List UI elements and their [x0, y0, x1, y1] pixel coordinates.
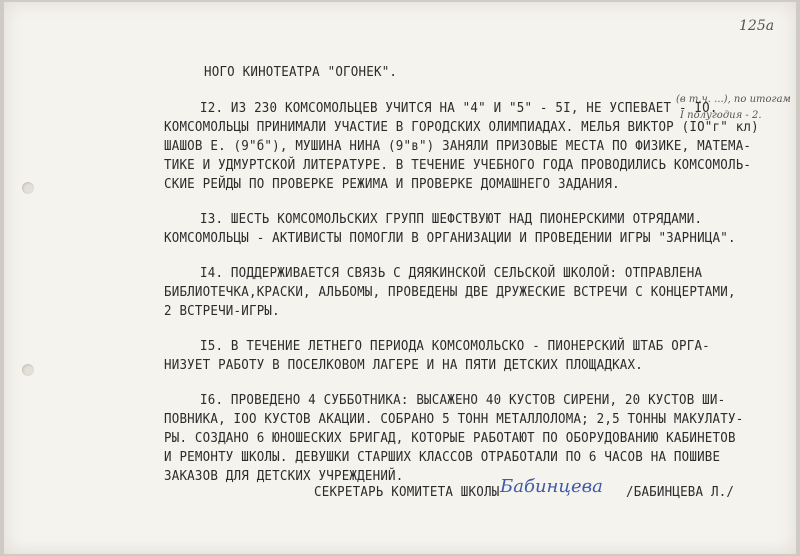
handwritten-annotation: I полугодия - 2. — [680, 110, 762, 121]
punch-hole — [22, 364, 34, 376]
text-line: ЗАКАЗОВ ДЛЯ ДЕТСКИХ УЧРЕЖДЕНИЙ. — [164, 467, 404, 484]
signature-name: /БАБИНЦЕВА Л./ — [626, 483, 735, 500]
document-page — [4, 2, 796, 554]
text-line: И РЕМОНТУ ШКОЛЫ. ДЕВУШКИ СТАРШИХ КЛАССОВ ОТРАБОТАЛИ ПО 6 ЧАСОВ НА ПОШИВЕ — [164, 448, 721, 465]
text-line: I6. ПРОВЕДЕНО 4 СУББОТНИКА: ВЫСАЖЕНО 40 КУСТОВ СИРЕНИ, 20 КУСТОВ ШИ- — [200, 391, 726, 408]
handwritten-annotation: (в т.ч. ...), по итогам — [676, 94, 791, 105]
text-line: I5. В ТЕЧЕНИЕ ЛЕТНЕГО ПЕРИОДА КОМСОМОЛЬСКО - ПИОНЕРСКИЙ ШТАБ ОРГА- — [200, 337, 710, 354]
punch-hole — [22, 182, 34, 194]
text-line: ПОВНИКА, IOO КУСТОВ АКАЦИИ. СОБРАНО 5 ТОНН МЕТАЛЛОЛОМА; 2,5 ТОННЫ МАКУЛАТУ- — [164, 410, 744, 427]
text-line: ТИКЕ И УДМУРТСКОЙ ЛИТЕРАТУРЕ. В ТЕЧЕНИЕ УЧЕБНОГО ГОДА ПРОВОДИЛИСЬ КОМСОМОЛЬ- — [164, 156, 752, 173]
signature-title: СЕКРЕТАРЬ КОМИТЕТА ШКОЛЫ — [314, 483, 500, 500]
text-line: РЫ. СОЗДАНО 6 ЮНОШЕСКИХ БРИГАД, КОТОРЫЕ РАБОТАЮТ ПО ОБОРУДОВАНИЮ КАБИНЕТОВ — [164, 429, 736, 446]
text-line: ШАШОВ Е. (9"б"), МУШИНА НИНА (9"в") ЗАНЯЛИ ПРИЗОВЫЕ МЕСТА ПО ФИЗИКЕ, МАТЕМА- — [164, 137, 752, 154]
text-line: I4. ПОДДЕРЖИВАЕТСЯ СВЯЗЬ С ДЯЯКИНСКОЙ СЕЛЬСКОЙ ШКОЛОЙ: ОТПРАВЛЕНА — [200, 264, 703, 281]
text-line: I3. ШЕСТЬ КОМСОМОЛЬСКИХ ГРУПП ШЕФСТВУЮТ НАД ПИОНЕРСКИМИ ОТРЯДАМИ. — [200, 210, 703, 227]
text-line: НИЗУЕТ РАБОТУ В ПОСЕЛКОВОМ ЛАГЕРЕ И НА ПЯТИ ДЕТСКИХ ПЛОЩАДКАХ. — [164, 356, 643, 373]
text-line: СКИЕ РЕЙДЫ ПО ПРОВЕРКЕ РЕЖИМА И ПРОВЕРКЕ ДОМАШНЕГО ЗАДАНИЯ. — [164, 175, 620, 192]
text-line: КОМСОМОЛЬЦЫ - АКТИВИСТЫ ПОМОГЛИ В ОРГАНИЗАЦИИ И ПРОВЕДЕНИИ ИГРЫ "ЗАРНИЦА". — [164, 229, 736, 246]
text-line: БИБЛИОТЕЧКА,КРАСКИ, АЛЬБОМЫ, ПРОВЕДЕНЫ ДВЕ ДРУЖЕСКИЕ ВСТРЕЧИ С КОНЦЕРТАМИ, — [164, 283, 736, 300]
handwritten-signature: Бабинцева — [500, 476, 603, 497]
text-line: 2 ВСТРЕЧИ-ИГРЫ. — [164, 302, 280, 319]
page-number: 125a — [739, 18, 775, 34]
text-line: I2. ИЗ 230 КОМСОМОЛЬЦЕВ УЧИТСЯ НА "4" И "5" - 5I, НЕ УСПЕВАЕТ - IO. — [200, 99, 718, 116]
text-line: НОГО КИНОТЕАТРА "ОГОНЕК". — [204, 63, 398, 80]
text-line: КОМСОМОЛЬЦЫ ПРИНИМАЛИ УЧАСТИЕ В ГОРОДСКИХ ОЛИМПИАДАХ. МЕЛЬЯ ВИКТОР (IO"г" кл) — [164, 118, 759, 135]
